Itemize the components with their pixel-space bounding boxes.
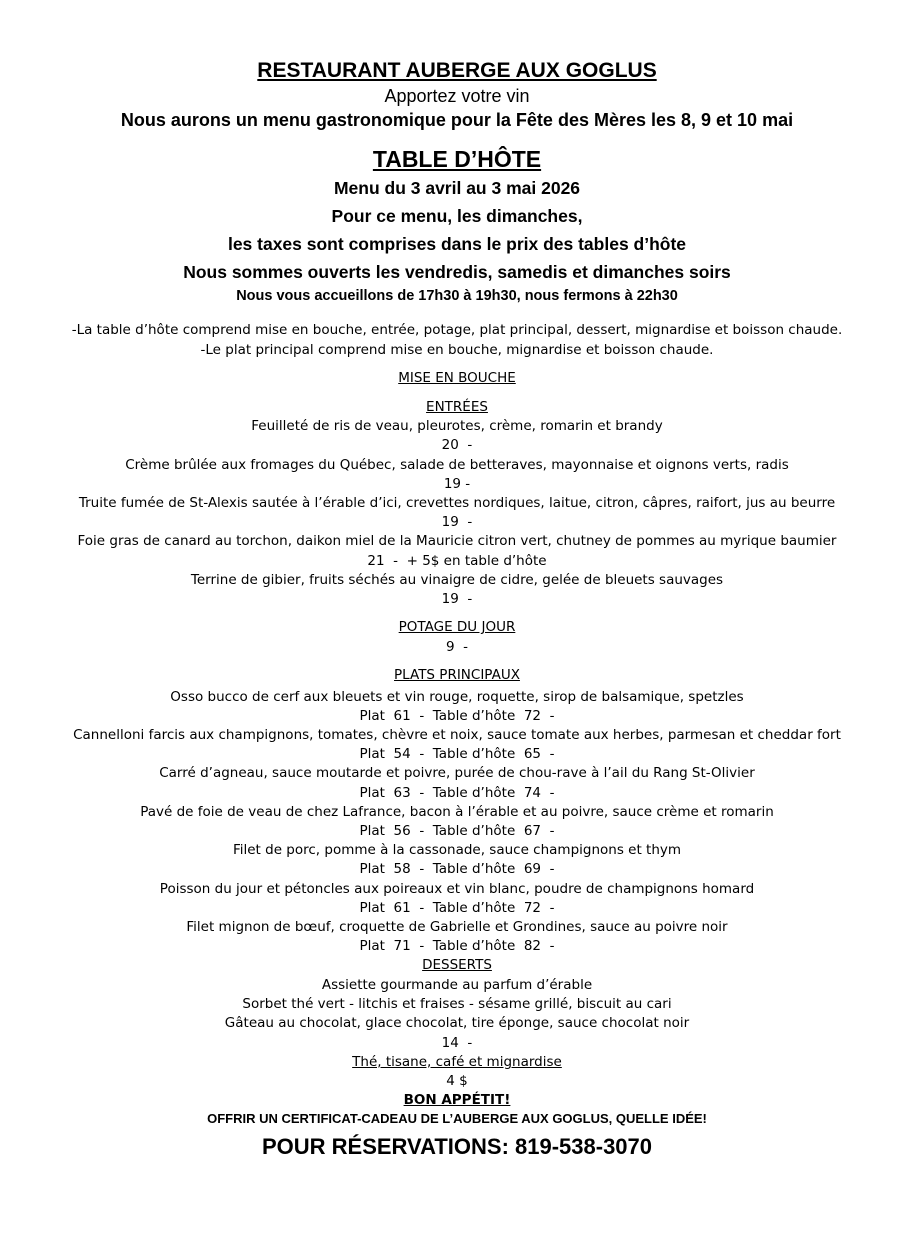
note-line: -Le plat principal comprend mise en bouche, mignardise et boisson chaude. xyxy=(200,342,714,358)
menu-item-name: Osso bucco de cerf aux bleuets et vin rouge, roquette, sirop de balsamique, spetzles xyxy=(170,688,744,705)
menu-item-name: Pavé de foie de veau de chez Lafrance, bacon à l’érable et au poivre, sauce crème et romarin xyxy=(140,803,774,820)
opening-hours: Nous vous accueillons de 17h30 à 19h30, nous fermons à 22h30 xyxy=(236,288,678,304)
dessert-item: Gâteau au chocolat, glace chocolat, tire éponge, sauce chocolat noir xyxy=(224,1015,690,1032)
reservations-line: POUR RÉSERVATIONS: 819-538-3070 xyxy=(261,1133,653,1159)
menu-item-price: Plat 61 - Table d’hôte 72 - xyxy=(359,707,555,724)
menu-item-name: Filet mignon de bœuf, croquette de Gabrielle et Grondines, sauce au poivre noir xyxy=(186,919,728,936)
desserts-list xyxy=(0,976,914,1053)
menu-item-price: Plat 54 - Table d’hôte 65 - xyxy=(359,746,555,763)
potage-heading: POTAGE DU JOUR xyxy=(398,619,516,636)
dessert-item: Sorbet thé vert - litchis et fraises - sésame grillé, biscuit au cari xyxy=(242,996,672,1013)
entrees-list xyxy=(0,417,914,609)
menu-item-name: Feuilleté de ris de veau, pleurotes, crème, romarin et brandy xyxy=(251,418,663,435)
menu-item-name: Terrine de gibier, fruits séchés au vinaigre de cidre, gelée de bleuets sauvages xyxy=(190,571,724,588)
plats-list xyxy=(0,688,914,957)
menu-item-price: 21 - + 5$ en table d’hôte xyxy=(367,552,547,569)
dessert-price: 14 - xyxy=(441,1034,473,1051)
menu-item-price: 19 - xyxy=(441,591,473,608)
boissons-price: 4 $ xyxy=(446,1073,468,1090)
gift-certificate-note: OFFRIR UN CERTIFICAT-CADEAU DE L’AUBERGE AUX GOGLUS, QUELLE IDÉE! xyxy=(207,1110,707,1126)
menu-item-name: Filet de porc, pomme à la cassonade, sauce champignons et thym xyxy=(232,842,682,859)
menu-item-name: Truite fumée de St-Alexis sautée à l’érable d’ici, crevettes nordiques, laitue, citron, câpres, raifort, jus au beurre xyxy=(78,495,836,511)
menu-page xyxy=(0,57,914,1257)
menu-item-price: 20 - xyxy=(441,437,473,454)
menu-item-price: Plat 63 - Table d’hôte 74 - xyxy=(359,784,555,801)
taxes-note: les taxes sont comprises dans le prix des tables d’hôte xyxy=(227,234,687,254)
opening-days: Nous sommes ouverts les vendredis, samedis et dimanches soirs xyxy=(183,262,731,282)
menu-dates: Menu du 3 avril au 3 mai 2026 xyxy=(333,178,581,198)
sunday-note: Pour ce menu, les dimanches, xyxy=(331,206,583,226)
menu-item-price: Plat 56 - Table d’hôte 67 - xyxy=(359,823,555,840)
restaurant-title: RESTAURANT AUBERGE AUX GOGLUS xyxy=(257,59,657,82)
menu-item-price: Plat 58 - Table d’hôte 69 - xyxy=(359,861,555,878)
menu-item-price: Plat 61 - Table d’hôte 72 - xyxy=(359,899,555,916)
menu-item-price: Plat 71 - Table d’hôte 82 - xyxy=(359,938,555,955)
boissons-heading: Thé, tisane, café et mignardise xyxy=(352,1053,562,1070)
table-hote-notes xyxy=(0,320,914,360)
menu-item-name: Foie gras de canard au torchon, daikon miel de la Mauricie citron vert, chutney de pommes au myrique baumier xyxy=(77,533,837,550)
mise-en-bouche-heading: MISE EN BOUCHE xyxy=(398,370,516,386)
menu-item-name: Cannelloni farcis aux champignons, tomates, chèvre et noix, sauce tomate aux herbes, parmesan et cheddar fort xyxy=(73,727,841,744)
desserts-heading: DESSERTS xyxy=(422,957,492,974)
table-hote-heading: TABLE D’HÔTE xyxy=(372,146,542,172)
entrees-heading: ENTRÉES xyxy=(426,398,488,415)
mothers-day-note: Nous aurons un menu gastronomique pour la Fête des Mères les 8, 9 et 10 mai xyxy=(120,110,794,130)
menu-item-price: 19 - xyxy=(443,475,471,492)
menu-item-price: 19 - xyxy=(441,514,473,531)
plats-heading: PLATS PRINCIPAUX xyxy=(394,667,520,684)
byob-note: Apportez votre vin xyxy=(384,86,530,106)
note-line: -La table d’hôte comprend mise en bouche, entrée, potage, plat principal, dessert, mignardise et boisson chaude. xyxy=(71,322,843,338)
menu-item-name: Crème brûlée aux fromages du Québec, salade de betteraves, mayonnaise et oignons verts, radis xyxy=(125,456,789,473)
potage-price: 9 - xyxy=(445,638,469,655)
bon-appetit: BON APPÉTIT! xyxy=(403,1091,511,1108)
dessert-item: Assiette gourmande au parfum d’érable xyxy=(321,977,593,994)
menu-item-name: Poisson du jour et pétoncles aux poireaux et vin blanc, poudre de champignons homard xyxy=(159,880,755,897)
menu-item-name: Carré d’agneau, sauce moutarde et poivre, purée de chou-rave à l’ail du Rang St-Olivier xyxy=(159,765,755,782)
